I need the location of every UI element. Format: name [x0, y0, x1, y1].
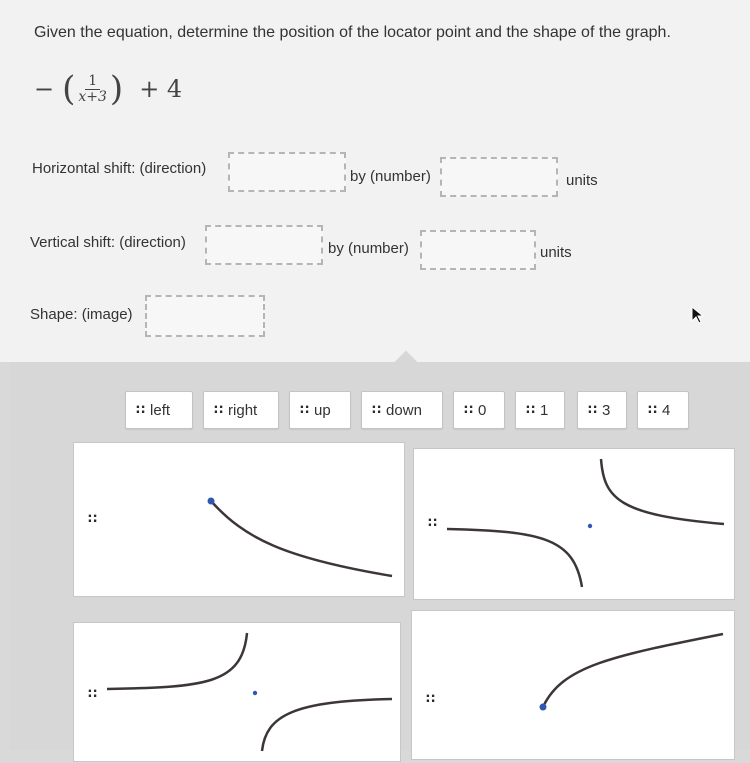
chip-3[interactable] — [577, 391, 627, 429]
mouse-cursor-icon — [690, 305, 706, 325]
curve-path — [211, 501, 392, 576]
locator-point — [588, 524, 592, 528]
graph-card-hyperbola-q1-q3[interactable] — [413, 448, 735, 600]
square-root-curve-graph — [412, 611, 736, 761]
drag-handle-icon: ∷ — [426, 691, 435, 706]
chip-label: 1 — [540, 401, 549, 419]
locator-point — [208, 498, 215, 505]
vertical-number-dropzone[interactable] — [420, 230, 536, 270]
drag-handle-icon: ∷ — [648, 402, 657, 417]
drag-handle-icon: ∷ — [88, 686, 97, 701]
drag-handle-icon: ∷ — [526, 402, 535, 417]
curve-path — [543, 634, 723, 707]
fraction — [78, 74, 107, 105]
chip-up[interactable] — [289, 391, 351, 429]
fraction-numerator: 1 — [85, 74, 100, 90]
drag-handle-icon: ∷ — [464, 402, 473, 417]
horizontal-direction-dropzone[interactable] — [228, 152, 346, 192]
chip-0[interactable] — [453, 391, 505, 429]
question-panel — [0, 0, 750, 362]
close-paren: ) — [109, 69, 124, 109]
open-paren: ( — [62, 69, 76, 109]
upper-branch-path — [601, 459, 724, 524]
chip-label: up — [314, 401, 331, 419]
equation-constant: + 4 — [139, 75, 183, 103]
chip-label: left — [150, 401, 171, 419]
upper-branch-path — [107, 633, 247, 689]
horizontal-by-number-label: by (number) — [350, 168, 431, 185]
drag-handle-icon: ∷ — [300, 402, 309, 417]
chip-left[interactable] — [125, 391, 193, 429]
graph-card-decreasing-curve[interactable] — [73, 442, 405, 597]
chip-label: 0 — [478, 401, 487, 419]
horizontal-number-dropzone[interactable] — [440, 157, 558, 197]
chip-down[interactable] — [361, 391, 443, 429]
drag-handle-icon: ∷ — [88, 511, 97, 526]
vertical-units-label: units — [540, 244, 572, 261]
locator-point — [540, 704, 547, 711]
instructions-text: Given the equation, determine the position of the locator point and the shape of the graph. — [34, 24, 671, 41]
graph-card-square-root-curve[interactable] — [411, 610, 735, 760]
lower-branch-path — [262, 699, 392, 751]
shape-label: Shape: (image) — [30, 306, 133, 323]
hyperbola-q2-q4-graph — [74, 623, 402, 763]
fraction-denominator: x+3 — [78, 88, 107, 105]
drag-handle-icon: ∷ — [372, 402, 381, 417]
chip-label: 3 — [602, 401, 611, 419]
hyperbola-q1-q3-graph — [414, 449, 736, 601]
equation — [34, 69, 183, 109]
horizontal-shift-label: Horizontal shift: (direction) — [32, 160, 207, 177]
chip-label: right — [228, 401, 258, 419]
chip-1[interactable] — [515, 391, 565, 429]
drag-handle-icon: ∷ — [136, 402, 145, 417]
drag-handle-icon: ∷ — [214, 402, 223, 417]
drag-handle-icon: ∷ — [588, 402, 597, 417]
chip-right[interactable] — [203, 391, 279, 429]
chip-label: down — [386, 401, 422, 419]
shape-image-dropzone[interactable] — [145, 295, 265, 337]
chip-4[interactable] — [637, 391, 689, 429]
equation-sign: − — [34, 75, 55, 103]
vertical-by-number-label: by (number) — [328, 240, 409, 257]
decreasing-curve-graph — [74, 443, 406, 598]
chip-label: 4 — [662, 401, 671, 419]
lower-branch-path — [447, 529, 582, 587]
vertical-shift-label: Vertical shift: (direction) — [30, 234, 186, 251]
horizontal-units-label: units — [566, 172, 598, 189]
drag-handle-icon: ∷ — [428, 515, 437, 530]
graph-card-hyperbola-q2-q4[interactable] — [73, 622, 401, 762]
vertical-direction-dropzone[interactable] — [205, 225, 323, 265]
locator-point — [253, 691, 257, 695]
